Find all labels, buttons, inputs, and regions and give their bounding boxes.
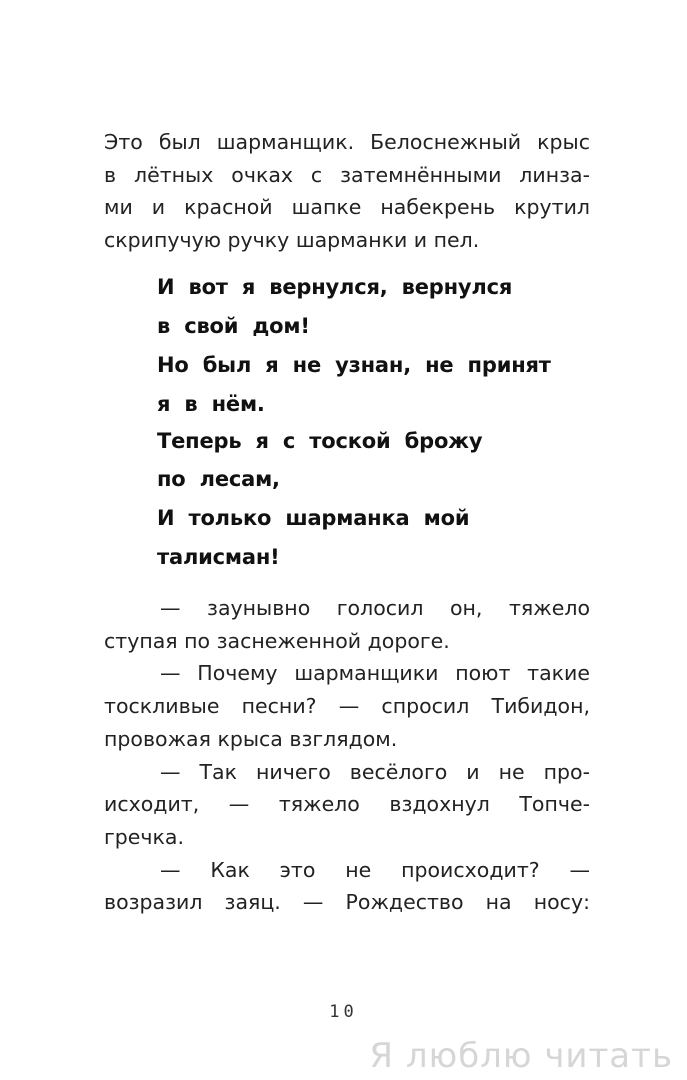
page-number: 10 [329,1002,358,1022]
verse-line: И только шарманка мой [157,506,470,530]
text-line: гречка. [104,824,184,849]
text-line: исходит, — тяжело вздохнул Топче- [104,792,590,817]
text-line: ми и красной шапке набекрень крутил [104,195,590,220]
text-line: — Почему шарманщики поют такие [160,661,590,686]
text-line: — Как это не происходит? — [160,857,590,882]
watermark-logo-text: Я люблю читать [369,1036,673,1076]
text-line: провожая крыса взглядом. [104,726,398,751]
verse-line: в свой дом! [157,314,310,338]
verse-line: я в нём. [157,392,265,416]
verse-line: И вот я вернулся, вернулся [157,275,513,299]
text-line: — заунывно голосил он, тяжело [160,596,590,620]
text-line: — Так ничего весёлого и не про- [160,759,590,784]
prose-paragraph-top [104,126,590,257]
verse-line: Но был я не узнан, не принят [157,353,551,377]
text-line: возразил заяц. — Рождество на носу: [104,890,590,915]
text-line: Это был шарманщик. Белоснежный крыс [104,130,590,154]
text-line: скрипучую ручку шарманки и пел. [104,228,480,253]
prose-paragraph-bottom [104,592,590,919]
verse-line: талисман! [157,545,280,569]
text-line: ступая по заснеженной дороге. [104,628,450,653]
text-line: в лётных очках с затемнёнными линза- [104,162,590,187]
verse-line: Теперь я с тоской брожу [157,429,483,453]
text-line: тоскливые песни? — спросил Тибидон, [104,694,590,719]
verse-line: по лесам, [157,467,280,491]
